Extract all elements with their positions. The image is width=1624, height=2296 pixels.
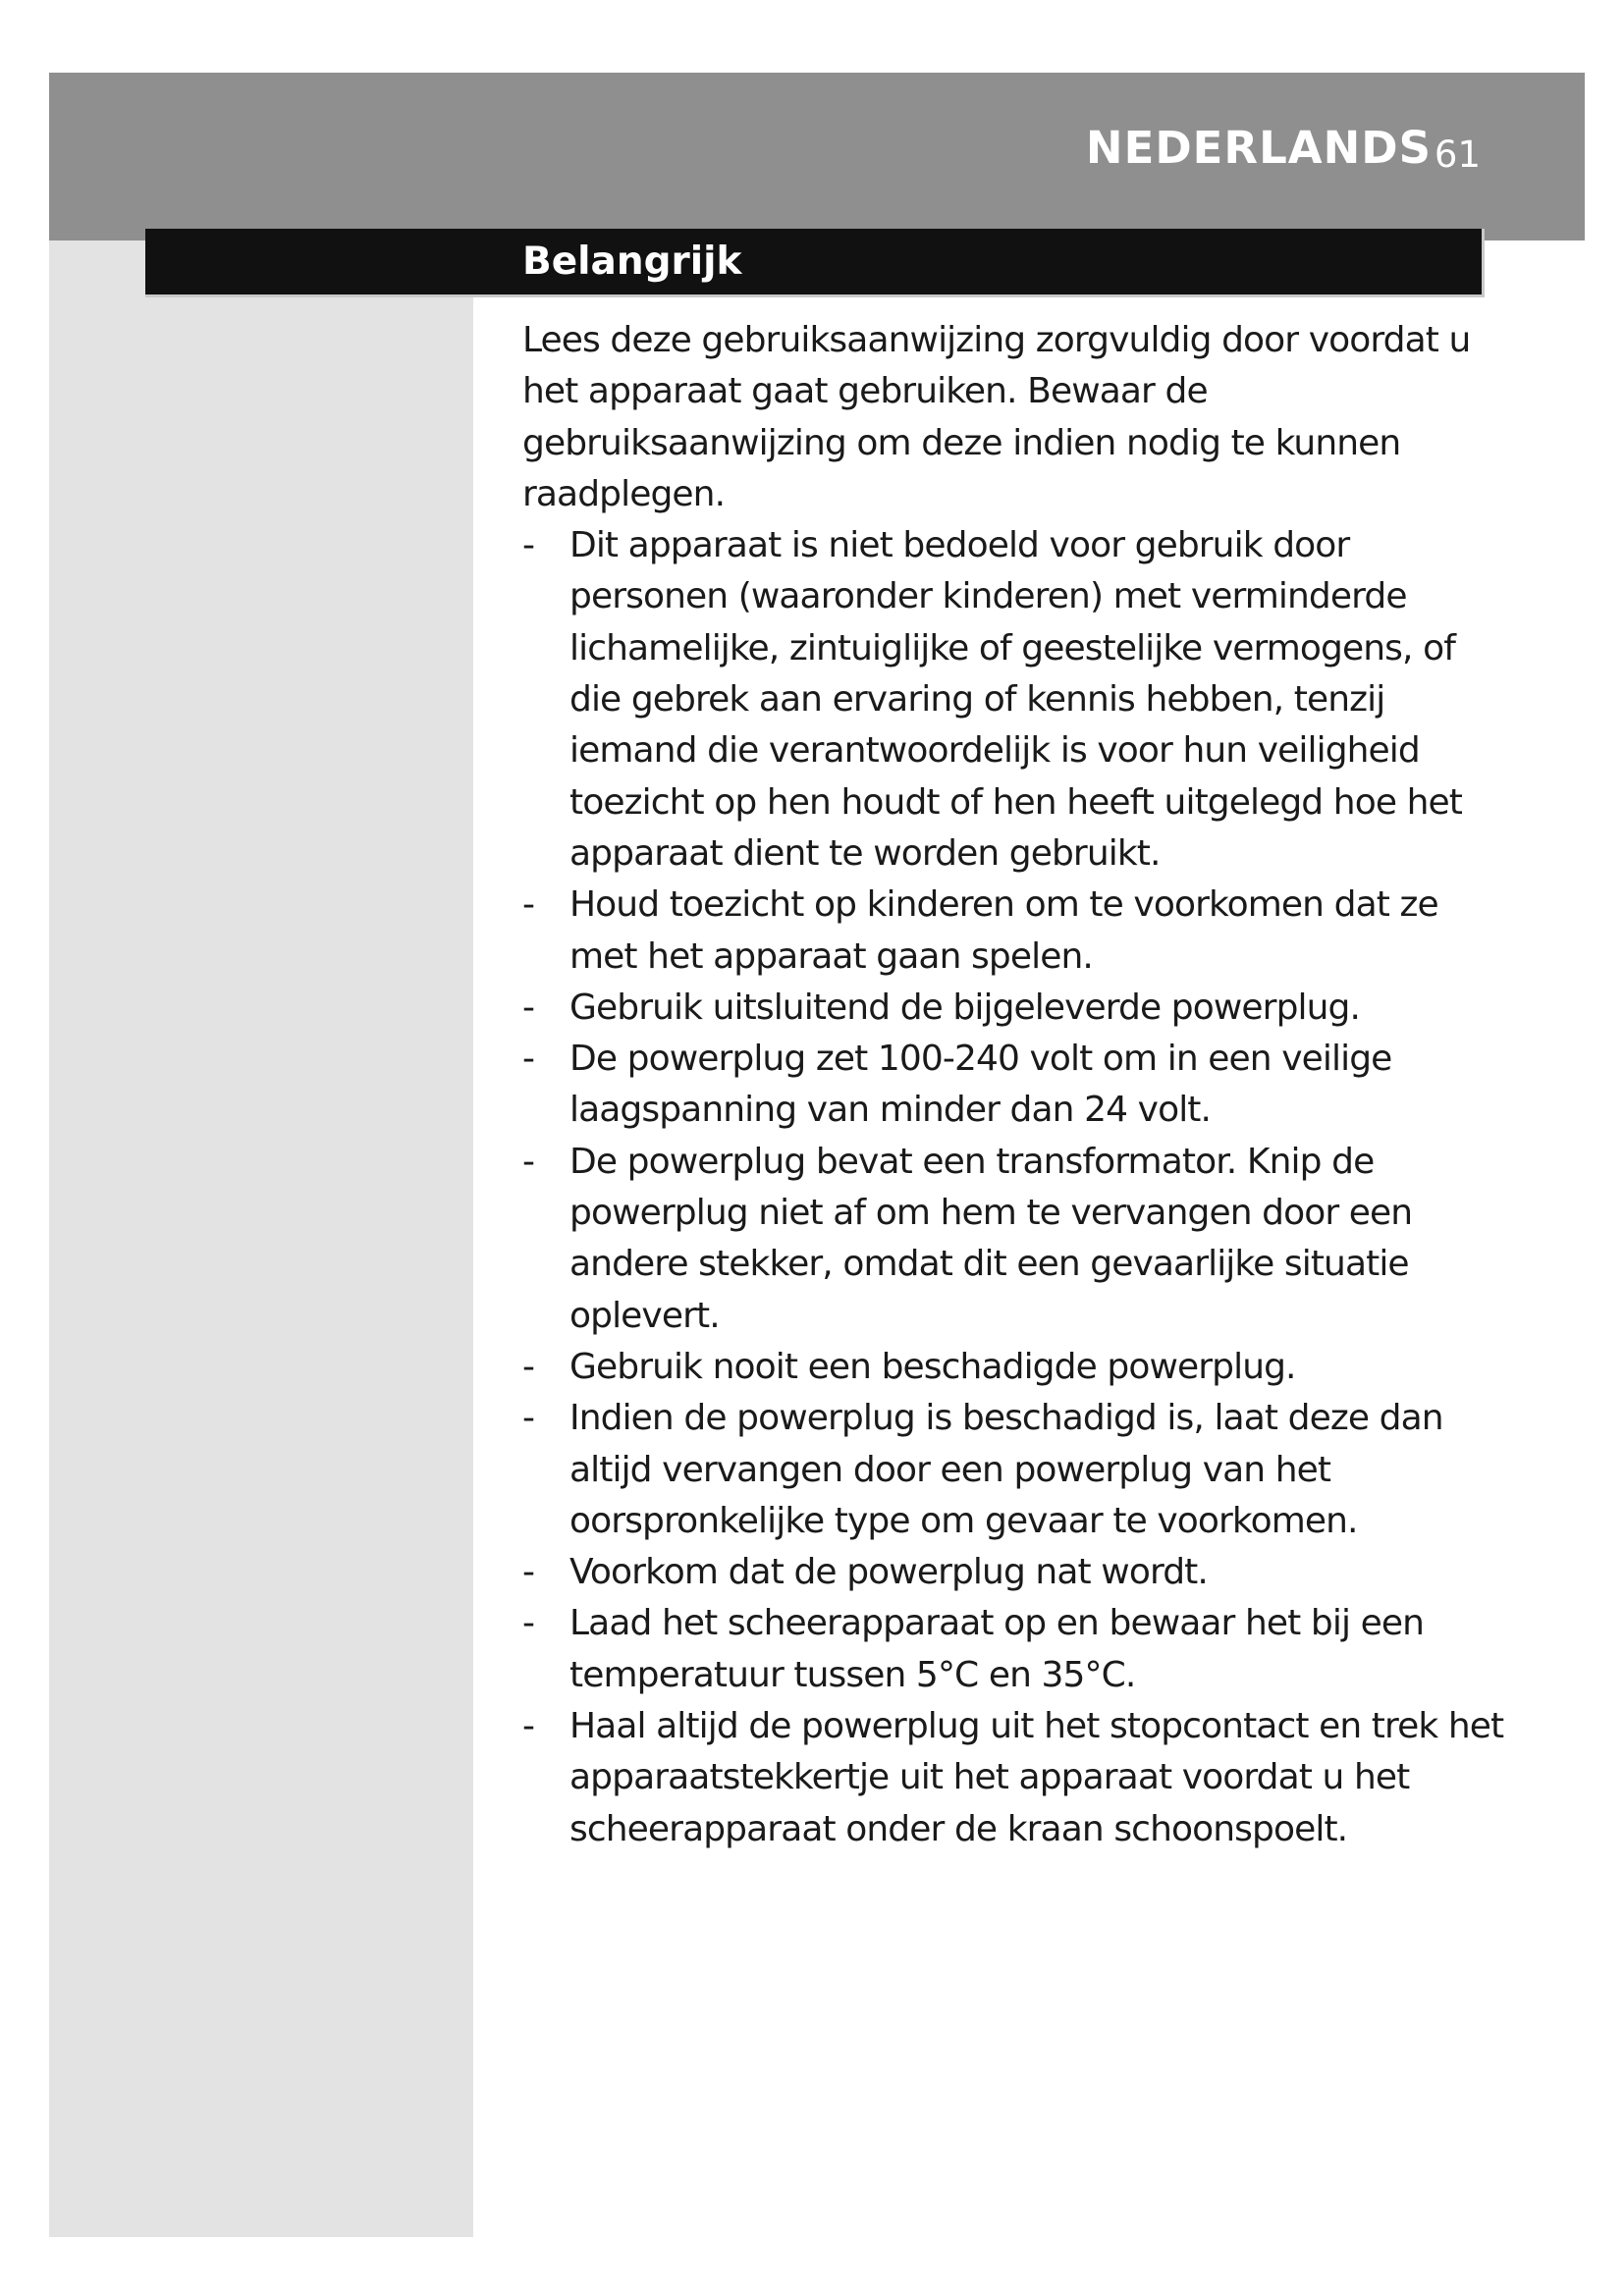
bullet-dash: - xyxy=(522,525,535,566)
list-item xyxy=(522,1701,1504,1855)
section-body xyxy=(522,315,1504,1855)
intro-paragraph: Lees deze gebruiksaanwijzing zorgvuldig door voordat u het apparaat gaat gebruiken. Bewaar de gebruiksaanwijzing om deze indien nodig te kunnen raadplegen. xyxy=(522,320,1471,514)
bullet-dash: - xyxy=(522,1552,535,1593)
section-heading-bar xyxy=(145,229,1485,297)
language-title: NEDERLANDS xyxy=(1085,122,1432,174)
bullet-dash: - xyxy=(522,1141,535,1182)
section-heading: Belangrijk xyxy=(522,240,742,284)
list-item-text: De powerplug bevat een transformator. Knip de powerplug niet af om hem te vervangen door een andere stekker, omdat dit een gevaarlijke situatie oplevert. xyxy=(569,1141,1413,1336)
list-item-text: Haal altijd de powerplug uit het stopcontact en trek het apparaatstekkertje uit het apparaat voordat u het scheerapparaat onder de kraan schoonspoelt. xyxy=(569,1706,1504,1849)
page-number: 61 xyxy=(1434,133,1481,176)
list-item xyxy=(522,1342,1504,1393)
list-item-text: Voorkom dat de powerplug nat wordt. xyxy=(569,1552,1208,1593)
list-item-text: Dit apparaat is niet bedoeld voor gebruik door personen (waaronder kinderen) met verminderde lichamelijke, zintuiglijke of geestelijke vermogens, of die gebrek aan ervaring of kennis hebben, tenzij iemand die verantwoordelijk is voor hun veiligheid toezicht op hen houdt of hen heeft uitgelegd hoe het apparaat dient te worden gebruikt. xyxy=(569,525,1462,874)
list-item xyxy=(522,1393,1504,1547)
list-item xyxy=(522,1034,1504,1137)
bullet-dash: - xyxy=(522,1346,535,1387)
list-item xyxy=(522,1598,1504,1701)
bullet-dash: - xyxy=(522,1706,535,1747)
list-item-text: Indien de powerplug is beschadigd is, laat deze dan altijd vervangen door een powerplug van het oorspronkelijke type om gevaar te voorkomen. xyxy=(569,1398,1443,1541)
list-item-text: De powerplug zet 100-240 volt om in een veilige laagspanning van minder dan 24 volt. xyxy=(569,1039,1392,1131)
list-item xyxy=(522,1137,1504,1342)
list-item xyxy=(522,880,1504,983)
list-item xyxy=(522,983,1504,1034)
list-item xyxy=(522,1547,1504,1598)
list-item-text: Laad het scheerapparaat op en bewaar het bij een temperatuur tussen 5°C en 35°C. xyxy=(569,1603,1425,1695)
list-item-text: Houd toezicht op kinderen om te voorkomen dat ze met het apparaat gaan spelen. xyxy=(569,884,1438,977)
bullet-dash: - xyxy=(522,1603,535,1644)
bullet-dash: - xyxy=(522,884,535,926)
bullet-dash: - xyxy=(522,1039,535,1080)
side-margin-band xyxy=(49,240,473,2237)
list-item-text: Gebruik nooit een beschadigde powerplug. xyxy=(569,1346,1296,1387)
list-item xyxy=(522,520,1504,880)
list-item-text: Gebruik uitsluitend de bijgeleverde powerplug. xyxy=(569,987,1361,1028)
bullet-dash: - xyxy=(522,987,535,1028)
safety-list xyxy=(522,520,1504,1855)
bullet-dash: - xyxy=(522,1398,535,1439)
